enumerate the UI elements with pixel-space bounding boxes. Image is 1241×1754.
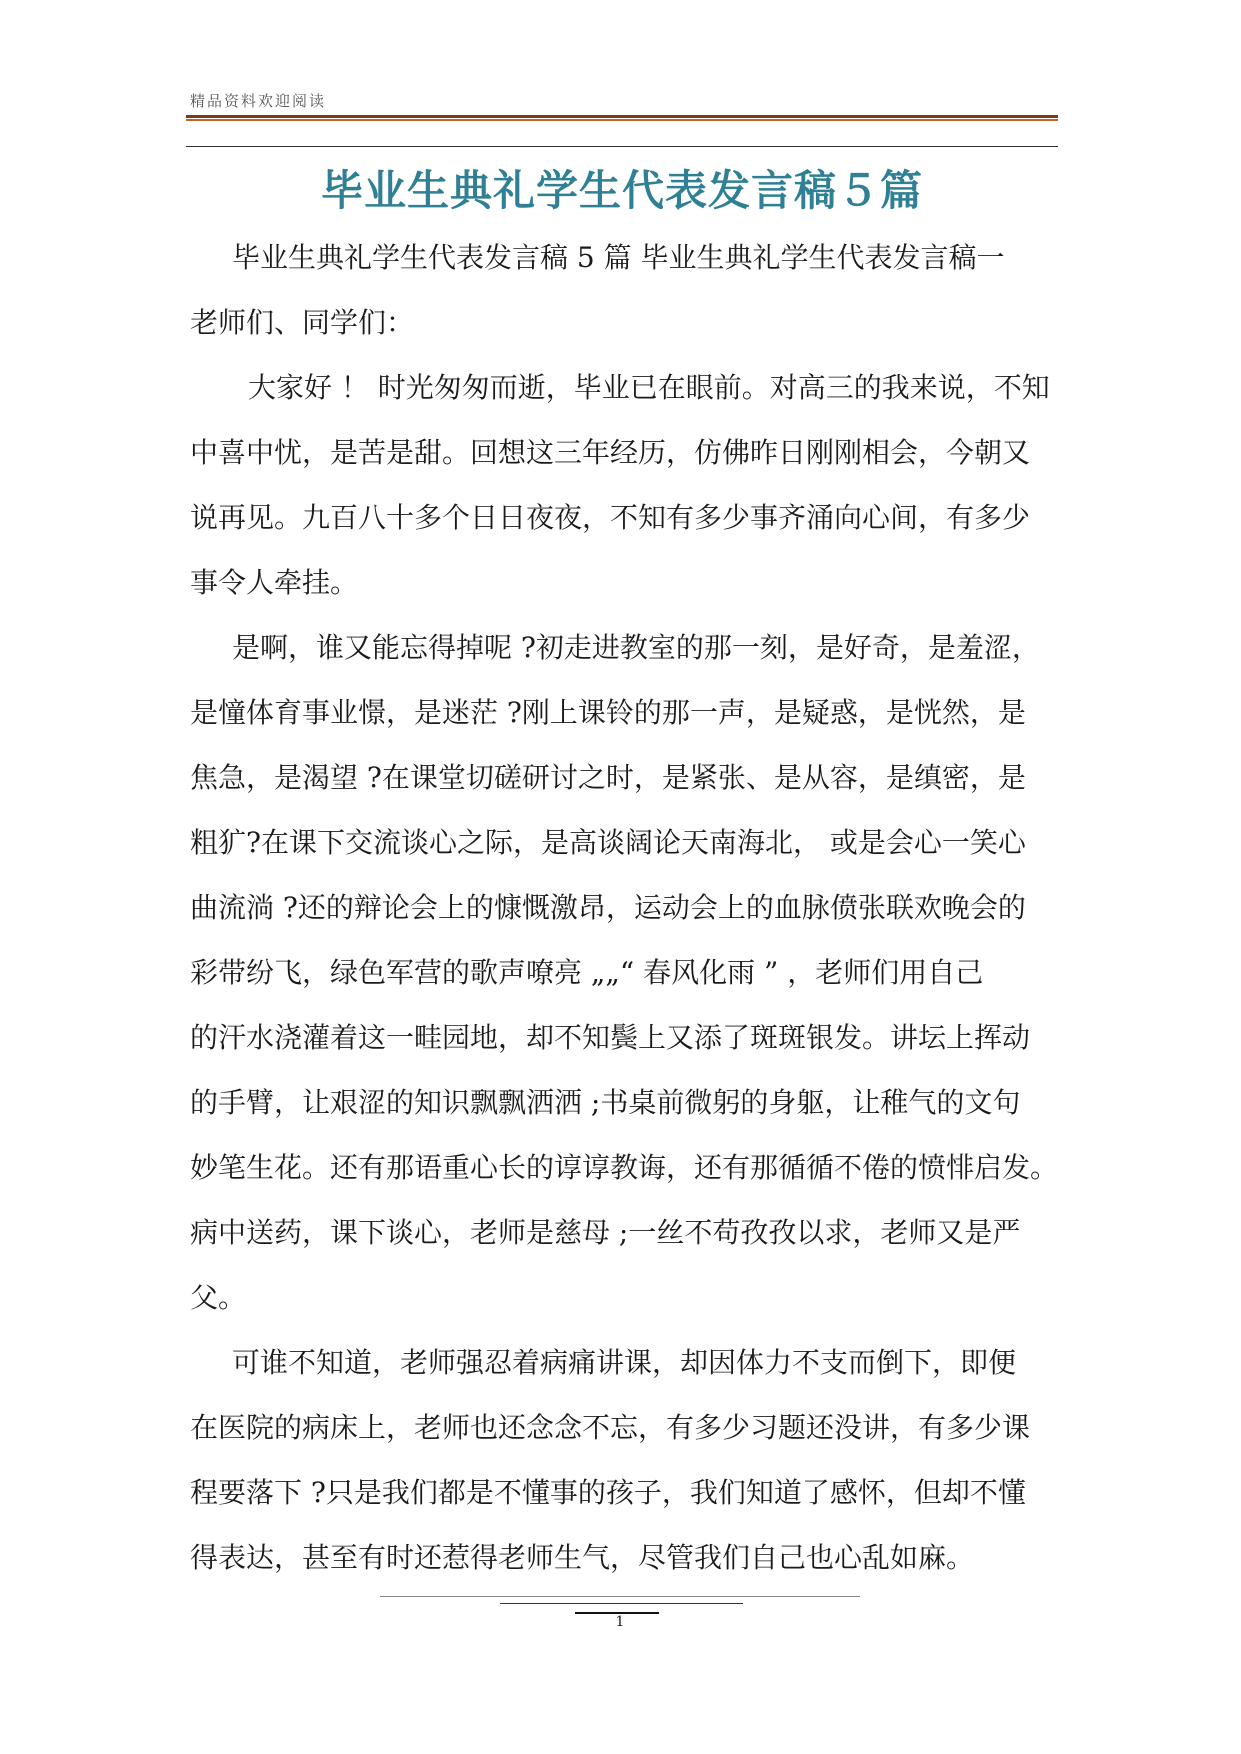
paragraph-line: 得表达，甚至有时还惹得老师生气，尽管我们自己也心乱如麻。	[190, 1541, 975, 1574]
header-rule-orange	[186, 119, 1058, 121]
paragraph-line: 是憧体育事业憬，是迷茫 ?刚上课铃的那一声，是疑惑，是恍然，是	[190, 696, 1026, 729]
paragraph-line: 程要落下 ?只是我们都是不懂事的孩子，我们知道了感怀，但却不懂	[190, 1476, 1026, 1509]
paragraph-line: 曲流淌 ?还的辩论会上的慷慨激昂，运动会上的血脉偾张联欢晚会的	[190, 891, 1026, 924]
paragraph-line: 的汗水浇灌着这一畦园地，却不知鬓上又添了斑斑银发。讲坛上挥动	[190, 1021, 1031, 1054]
paragraph-line: 焦急，是渴望 ?在课堂切磋研讨之时，是紧张、是从容，是缜密，是	[190, 761, 1026, 794]
paragraph-line: 父。	[190, 1281, 247, 1314]
paragraph-line: 在医院的病床上，老师也还念念不忘，有多少习题还没讲，有多少课	[190, 1411, 1031, 1444]
paragraph-line: 老师们、同学们：	[190, 306, 415, 339]
paragraph-line: 毕业生典礼学生代表发言稿 5 篇 毕业生典礼学生代表发言稿一	[232, 241, 1005, 274]
page-number: 1	[615, 1614, 625, 1630]
paragraph-line: 病中送药，课下谈心，老师是慈母 ;一丝不苟孜孜以求，老师又是严	[190, 1216, 1021, 1249]
paragraph-line: 可谁不知道，老师强忍着病痛讲课，却因体力不支而倒下，即便	[232, 1346, 1017, 1379]
paragraph-line: 的手臂，让艰涩的知识飘飘洒洒 ;书桌前微躬的身躯，让稚气的文句	[190, 1086, 1021, 1119]
paragraph-line: 妙笔生花。还有那语重心长的谆谆教诲，还有那循循不倦的愤悱启发。	[190, 1151, 1059, 1184]
footer-rule	[380, 1596, 860, 1597]
header-rule-brown	[186, 115, 1058, 118]
footer-rule	[500, 1603, 743, 1604]
paragraph-line: 说再见。九百八十多个日日夜夜，不知有多少事齐涌向心间，有多少	[190, 501, 1031, 534]
header-rule-thin	[186, 146, 1058, 147]
header-label: 精品资料欢迎阅读	[190, 92, 327, 110]
paragraph-line: 是啊，谁又能忘得掉呢 ?初走进教室的那一刻，是好奇，是羞涩，	[232, 631, 1040, 664]
paragraph-line: 大家好 ！ 时光匆匆而逝，毕业已在眼前。对高三的我来说，不知	[248, 371, 1050, 404]
paragraph-line: 粗犷?在课下交流谈心之际，是高谈阔论天南海北， 或是会心一笑心	[190, 826, 1026, 859]
paragraph-line: 彩带纷飞，绿色军营的歌声嘹亮 „„“ 春风化雨 ” ，老师们用自己	[190, 956, 984, 989]
document-title: 毕业生典礼学生代表发言稿５篇	[320, 166, 923, 215]
paragraph-line: 事令人牵挂。	[190, 566, 359, 599]
document-body	[190, 225, 1068, 1590]
paragraph-line: 中喜中忧，是苦是甜。回想这三年经历，仿佛昨日刚刚相会，今朝又	[190, 436, 1031, 469]
